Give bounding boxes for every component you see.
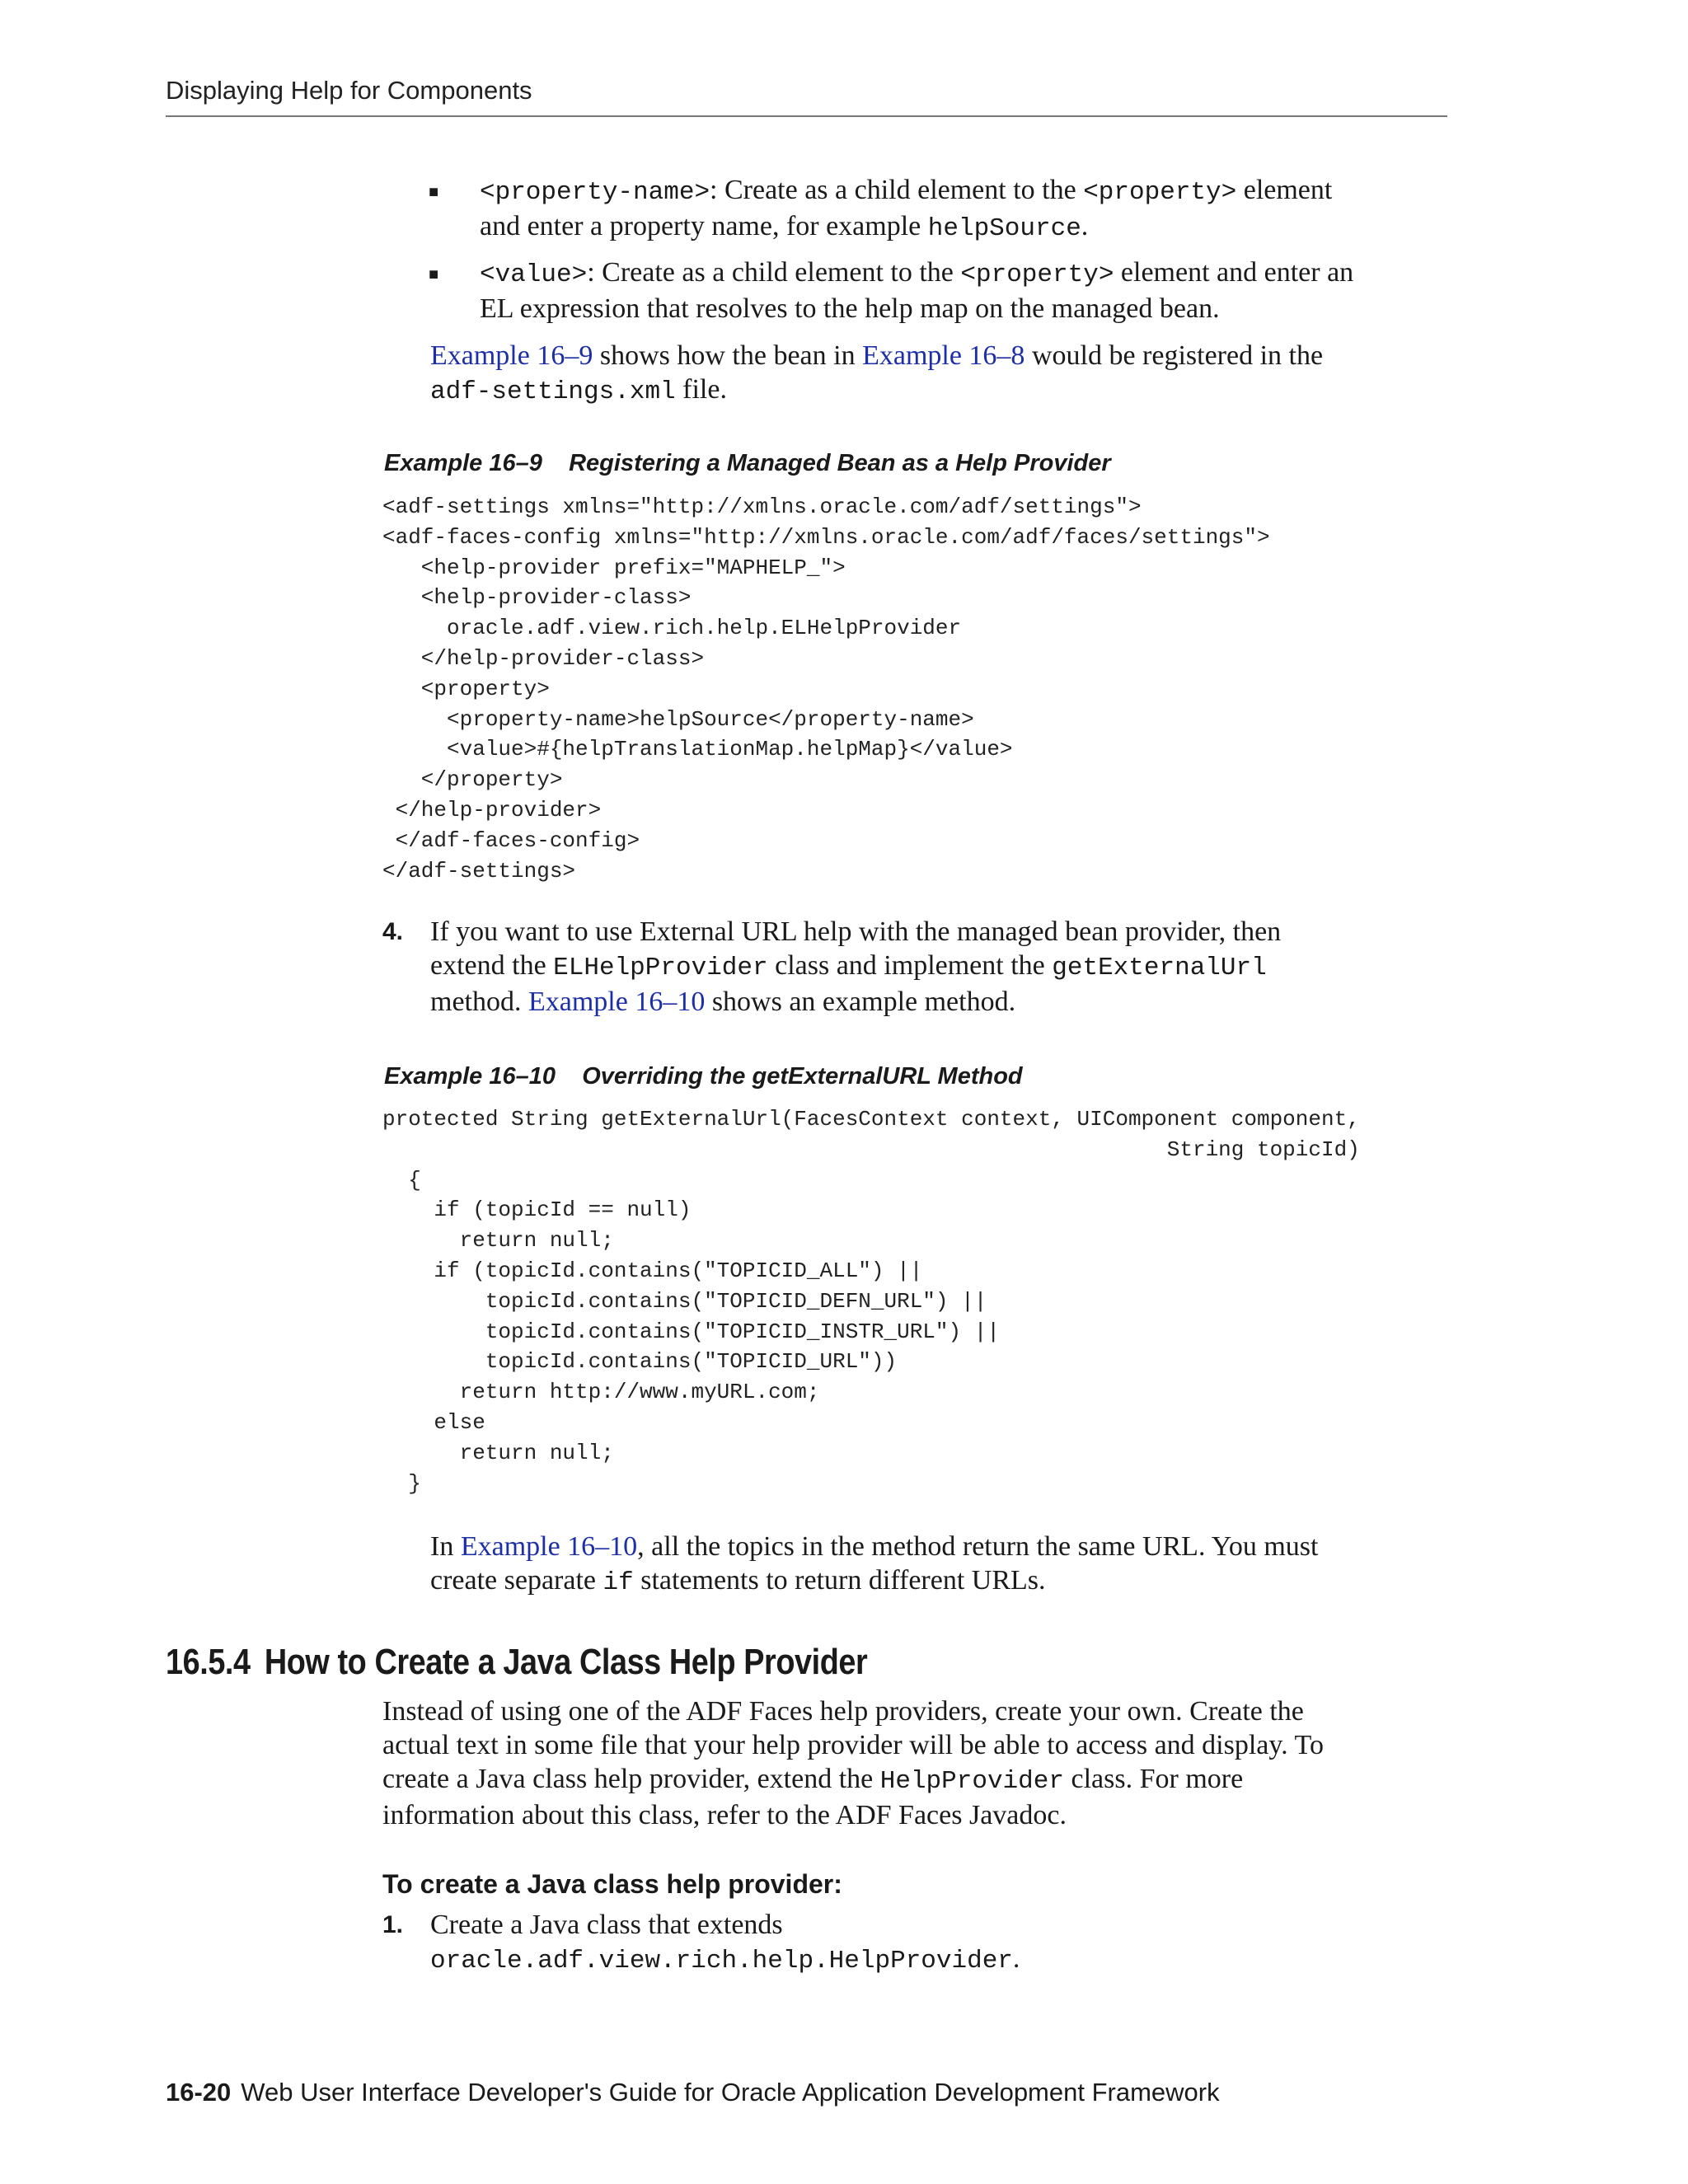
step-text: If you want to use External URL help with the managed bean provider, then extend the ELHelpProvider class and implement the getExternalUrl method. Example 16–10 shows an example method. — [430, 916, 1282, 1017]
bullet-item: <value>: Create as a child element to the <property> element and enter an EL expression that resolves to the help map on the managed bean. — [480, 257, 1354, 324]
running-header: Displaying Help for Components — [166, 76, 532, 105]
cross-reference-link[interactable]: Example 16–8 — [862, 340, 1025, 371]
cross-reference-link[interactable]: Example 16–10 — [460, 1531, 638, 1562]
bullet-marker: ■ — [429, 183, 439, 201]
book-title: Web User Interface Developer's Guide for Oracle Application Development Framework — [241, 2078, 1220, 2107]
bullet-marker: ■ — [429, 265, 439, 284]
paragraph: In Example 16–10, all the topics in the method return the same URL. You must create separate if statements to return different URLs. — [430, 1531, 1319, 1597]
bullet-item: <property-name>: Create as a child element to the <property> element and enter a property name, for example helpSource. — [480, 175, 1333, 243]
section-heading: 16.5.4 How to Create a Java Class Help Provider — [166, 1642, 868, 1682]
page-footer — [166, 2078, 1220, 2107]
procedure-heading: To create a Java class help provider: — [382, 1869, 842, 1899]
example-caption: Example 16–9 Registering a Managed Bean as a Help Provider — [384, 450, 1111, 476]
step-number: 1. — [382, 1911, 404, 1938]
step-text: Create a Java class that extends oracle.adf.view.rich.help.HelpProvider. — [430, 1910, 1020, 1975]
code-listing: <adf-settings xmlns="http://xmlns.oracle.com/adf/settings"> <adf-faces-config xmlns="http://xmlns.oracle.com/adf/faces/settings"> <help-provider prefix="MAPHELP_"> <help-provider-class> oracle.adf.view.rich.help.ELHelpProvider </help-provider-class> <property> <property-name>helpSource</property-name> <value>#{helpTranslationMap.helpMap}</value> </property> </help-provider> </adf-faces-config> </adf-settings> — [382, 494, 1270, 883]
step-number: 4. — [382, 918, 404, 945]
cross-reference-link[interactable]: Example 16–10 — [528, 987, 706, 1017]
header-rule — [166, 115, 1447, 117]
code-listing: protected String getExternalUrl(FacesContext context, UIComponent component, String topicId) { if (topicId == null) return null; if (topicId.contains("TOPICID_ALL") || topicId.contains("TOPICID_DEFN_URL") || topicId.contains("TOPICID_INSTR_URL") || topicId.contains("TOPICID_URL")) return http://www.myURL.com; else return null; } — [382, 1107, 1360, 1496]
section-paragraph: Instead of using one of the ADF Faces help providers, create your own. Create the actual text in some file that your help provider will be able to access and display. To create a Java class help provider, extend the HelpProvider class. For more information about this class, refer to the ADF Faces Javadoc. — [382, 1696, 1324, 1830]
page-number: 16-20 — [166, 2078, 232, 2107]
example-caption: Example 16–10 Overriding the getExternalURL Method — [384, 1063, 1023, 1090]
paragraph: Example 16–9 shows how the bean in Example 16–8 would be registered in the adf-settings.xml file. — [430, 340, 1324, 406]
cross-reference-link[interactable]: Example 16–9 — [430, 340, 593, 371]
